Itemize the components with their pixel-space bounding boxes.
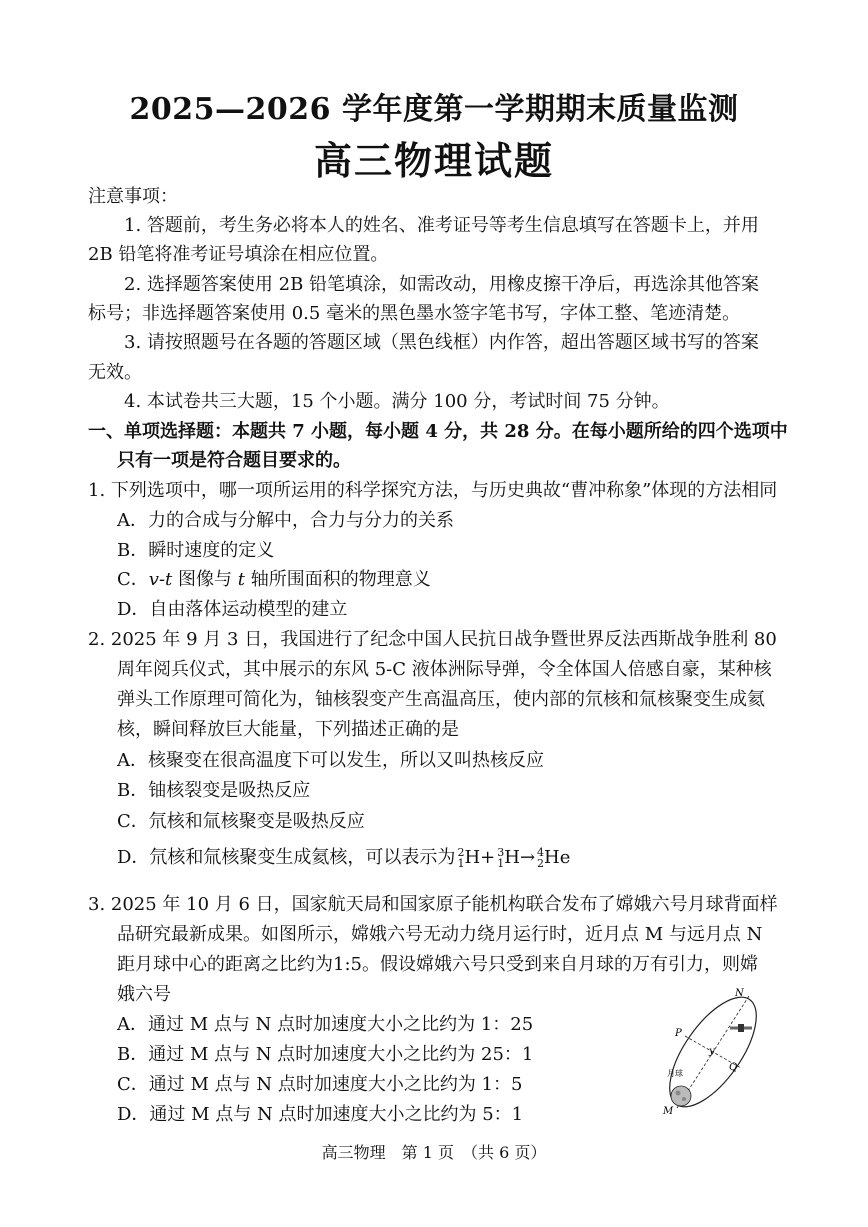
q1-option-c-prefix: C． bbox=[117, 569, 149, 590]
q2-stem-line-2: 周年阅兵仪式，其中展示的东风 5-C 液体洲际导弹，令全体国人倍感自豪，某种核 bbox=[117, 659, 772, 680]
moon-crater-icon-2 bbox=[682, 1097, 686, 1101]
spacecraft-icon bbox=[730, 1024, 752, 1032]
notice-item-1-line-1: 1. 答题前，考生务必将本人的姓名、准考证号等考生信息填写在答题卡上，并用 bbox=[124, 215, 759, 236]
h3-charge-number: 1 bbox=[497, 857, 505, 870]
label-q: Q bbox=[729, 1062, 738, 1073]
label-moon: 月球 bbox=[667, 1069, 683, 1078]
plus-sign: + bbox=[480, 847, 496, 868]
notice-item-2-line-1: 2. 选择题答案使用 2B 铅笔填涂，如需改动，用橡皮擦干净后，再选涂其他答案 bbox=[124, 274, 760, 295]
q3-stem-line-4: 娥六号 bbox=[117, 984, 171, 1005]
q2-option-d-text: D．氘核和氚核聚变生成氦核，可以表示为 bbox=[117, 847, 456, 868]
h2-nuclide-numbers bbox=[455, 847, 464, 869]
label-p: P bbox=[675, 1028, 682, 1039]
q2-stem-line-4: 核，瞬间释放巨大能量，下列描述正确的是 bbox=[117, 719, 459, 740]
q3-option-b: B．通过 M 点与 N 点时加速度大小之比约为 25：1 bbox=[117, 1044, 534, 1065]
notice-item-1-line-2: 2B 铅笔将准考证号填涂在相应位置。 bbox=[88, 244, 389, 265]
q1-option-c-var-t2: t bbox=[237, 569, 245, 590]
orbit-figure bbox=[655, 988, 775, 1118]
page-footer: 高三物理 第 1 页 （共 6 页） bbox=[321, 1143, 547, 1162]
h2-symbol: H bbox=[464, 847, 481, 868]
q2-option-b: B．铀核裂变是吸热反应 bbox=[117, 780, 311, 801]
h3-nuclide-numbers bbox=[495, 847, 504, 869]
label-y: y bbox=[709, 1046, 715, 1057]
nuclear-equation bbox=[455, 847, 570, 868]
q2-option-d bbox=[117, 847, 570, 869]
q2-option-a: A．核聚变在很高温度下可以发生，所以又叫热核反应 bbox=[117, 750, 544, 771]
subject-title: 高三物理试题 bbox=[313, 138, 554, 183]
he-nuclide-numbers bbox=[535, 847, 544, 869]
label-m: M bbox=[663, 1106, 674, 1117]
section-1-heading-line-1: 一、单项选择题：本题共 7 小题，每小题 4 分，共 28 分。在每小题所给的四个选项中 bbox=[88, 421, 788, 442]
q3-option-c: C．通过 M 点与 N 点时加速度大小之比约为 1：5 bbox=[117, 1074, 523, 1095]
reaction-arrow: → bbox=[519, 847, 536, 868]
q1-option-c-mid: 图像与 bbox=[172, 569, 238, 590]
he-charge-number: 2 bbox=[537, 857, 545, 870]
q3-option-d: D．通过 M 点与 N 点时加速度大小之比约为 5：1 bbox=[117, 1104, 524, 1125]
q3-stem-line-3: 距月球中心的距离之比约为1:5。假设嫦娥六号只受到来自月球的万有引力，则嫦 bbox=[117, 954, 758, 975]
label-n: N bbox=[735, 988, 744, 999]
section-1-heading-line-2: 只有一项是符合题目要求的。 bbox=[117, 450, 351, 471]
h3-symbol: H bbox=[504, 847, 520, 868]
q1-option-c-dash: - bbox=[158, 569, 166, 590]
q1-option-c-suffix: 轴所围面积的物理意义 bbox=[244, 569, 431, 590]
notice-item-3-line-1: 3. 请按照题号在各题的答题区域（黑色线框）内作答，超出答题区域书写的答案 bbox=[124, 332, 759, 353]
moon-icon bbox=[671, 1086, 691, 1106]
q3-option-a: A．通过 M 点与 N 点时加速度大小之比约为 1：25 bbox=[117, 1014, 534, 1035]
q1-option-c bbox=[117, 569, 431, 591]
q1-option-c-var-v: v bbox=[148, 569, 159, 590]
q2-stem-line-3: 弹头工作原理可简化为，铀核裂变产生高温高压，使内部的氘核和氚核聚变生成氦 bbox=[117, 689, 765, 710]
notice-heading: 注意事项： bbox=[88, 186, 178, 207]
h3-mass-number: 3 bbox=[497, 846, 505, 859]
notice-item-4: 4. 本试卷共三大题，15 个小题。满分 100 分，考试时间 75 分钟。 bbox=[124, 391, 670, 412]
q3-stem-line-2: 品研究最新成果。如图所示，嫦娥六号无动力绕月运行时，近月点 M 与远月点 N bbox=[117, 924, 763, 945]
q2-stem-line-1: 2. 2025 年 9 月 3 日，我国进行了纪念中国人民抗日战争暨世界反法西斯战争胜利 80 bbox=[88, 629, 777, 650]
q3-stem-line-1: 3. 2025 年 10 月 6 日，国家航天局和国家原子能机构联合发布了嫦娥六号月球背面样 bbox=[88, 894, 778, 915]
q2-option-c: C．氘核和氚核聚变是吸热反应 bbox=[117, 811, 365, 832]
h2-mass-number: 2 bbox=[457, 846, 465, 859]
he-symbol: He bbox=[544, 847, 571, 868]
q1-option-a: A．力的合成与分解中，合力与分力的关系 bbox=[117, 510, 454, 531]
he-mass-number: 4 bbox=[537, 846, 545, 859]
exam-title: 2025—2026 学年度第一学期期末质量监测 bbox=[129, 92, 739, 127]
notice-item-2-line-2: 标号；非选择题答案使用 0.5 毫米的黑色墨水签字笔书写，字体工整、笔迹清楚。 bbox=[88, 303, 741, 324]
q1-stem: 1. 下列选项中，哪一项所运用的科学探究方法，与历史典故“曹冲称象”体现的方法相同 bbox=[88, 480, 778, 501]
h2-charge-number: 1 bbox=[457, 857, 465, 870]
notice-item-3-line-2: 无效。 bbox=[88, 362, 142, 383]
q1-option-d: D．自由落体运动模型的建立 bbox=[117, 599, 348, 620]
moon-crater-icon bbox=[676, 1091, 681, 1096]
q1-option-c-var-t: t bbox=[165, 569, 173, 590]
q1-option-b: B．瞬时速度的定义 bbox=[117, 540, 275, 561]
